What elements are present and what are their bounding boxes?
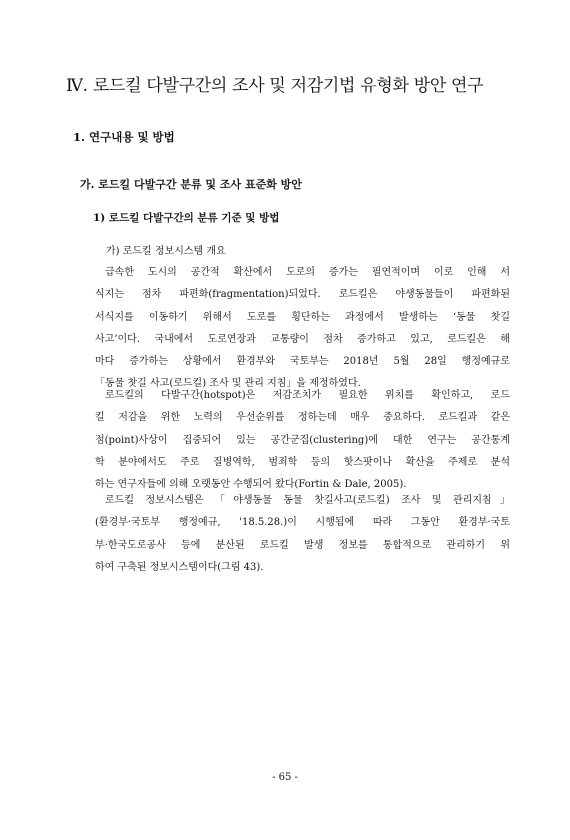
paragraph-line: 급속한 도시의 공간적 확산에서 도로의 증가는 필연적이며 이로 인해 서 [105,267,510,278]
item-title: 가) 로드킬 정보시스템 개요 [106,246,226,257]
chapter-title: Ⅳ. 로드킬 다발구간의 조사 및 저감기법 유형화 방안 연구 [66,76,484,96]
page-number: - 65 - [272,772,298,783]
paragraph-3 [95,490,510,579]
paragraph-1 [95,262,510,396]
paragraph-line: 식지는 점차 파편화(fragmentation)되었다. 로드킬은 야생동물들이 파편화된 [95,289,510,301]
paragraph-line: 서식지를 이동하기 위해서 도로를 횡단하는 과정에서 발생하는 ‘동물 찻길 [95,311,510,323]
paragraph-line: 로드킬 정보시스템은 「야생동물 동물 찻길사고(로드킬) 조사 및 관리지침」 [105,495,510,506]
paragraph-line: 하는 연구자들에 의해 오랫동안 수행되어 왔다(Fortin & Dale, 2005). [95,479,407,491]
paragraph-line: 점(point)사상이 집중되어 있는 공간군집(clustering)에 대한 연구는 공간통계 [95,434,510,446]
paragraph-line: 로드킬의 다발구간(hotspot)은 저감조치가 필요한 위치를 확인하고, 로드 [105,390,510,401]
paragraph-line: 하여 구축된 정보시스템이다(그림 43). [95,561,264,573]
paragraph-line: 킬 저감을 위한 노력의 우선순위를 정하는데 매우 중요하다. 로드킬과 같은 [95,412,510,424]
section-title: 1. 연구내용 및 방법 [73,130,175,144]
paragraph-line: 마다 증가하는 상황에서 환경부와 국토부는 2018년 5월 28일 행정예규로 [95,356,510,368]
paragraph-line: 부·한국도로공사 등에 분산된 로드킬 발생 정보를 통합적으로 관리하기 위 [95,539,510,551]
subsubsection-title: 1) 로드킬 다발구간의 분류 기준 및 방법 [93,212,280,224]
paragraph-2 [95,385,510,496]
paragraph-line: (환경부·국토부 행정예규, '18.5.28.)이 시행됨에 따라 그동안 환경부·국토 [95,517,510,529]
paragraph-line: 「동물 찻길 사고(로드킬) 조사 및 관리 지침」을 제정하였다. [95,378,361,390]
subsection-title: 가. 로드킬 다발구간 분류 및 조사 표준화 방안 [80,178,302,191]
paragraph-line: 사고’이다. 국내에서 도로연장과 교통량이 점차 증가하고 있고, 로드킬은 해 [95,333,510,345]
paragraph-line: 학 분야에서도 주로 질병역학, 범죄학 등의 핫스팟이나 확산을 주제로 분석 [95,456,510,468]
